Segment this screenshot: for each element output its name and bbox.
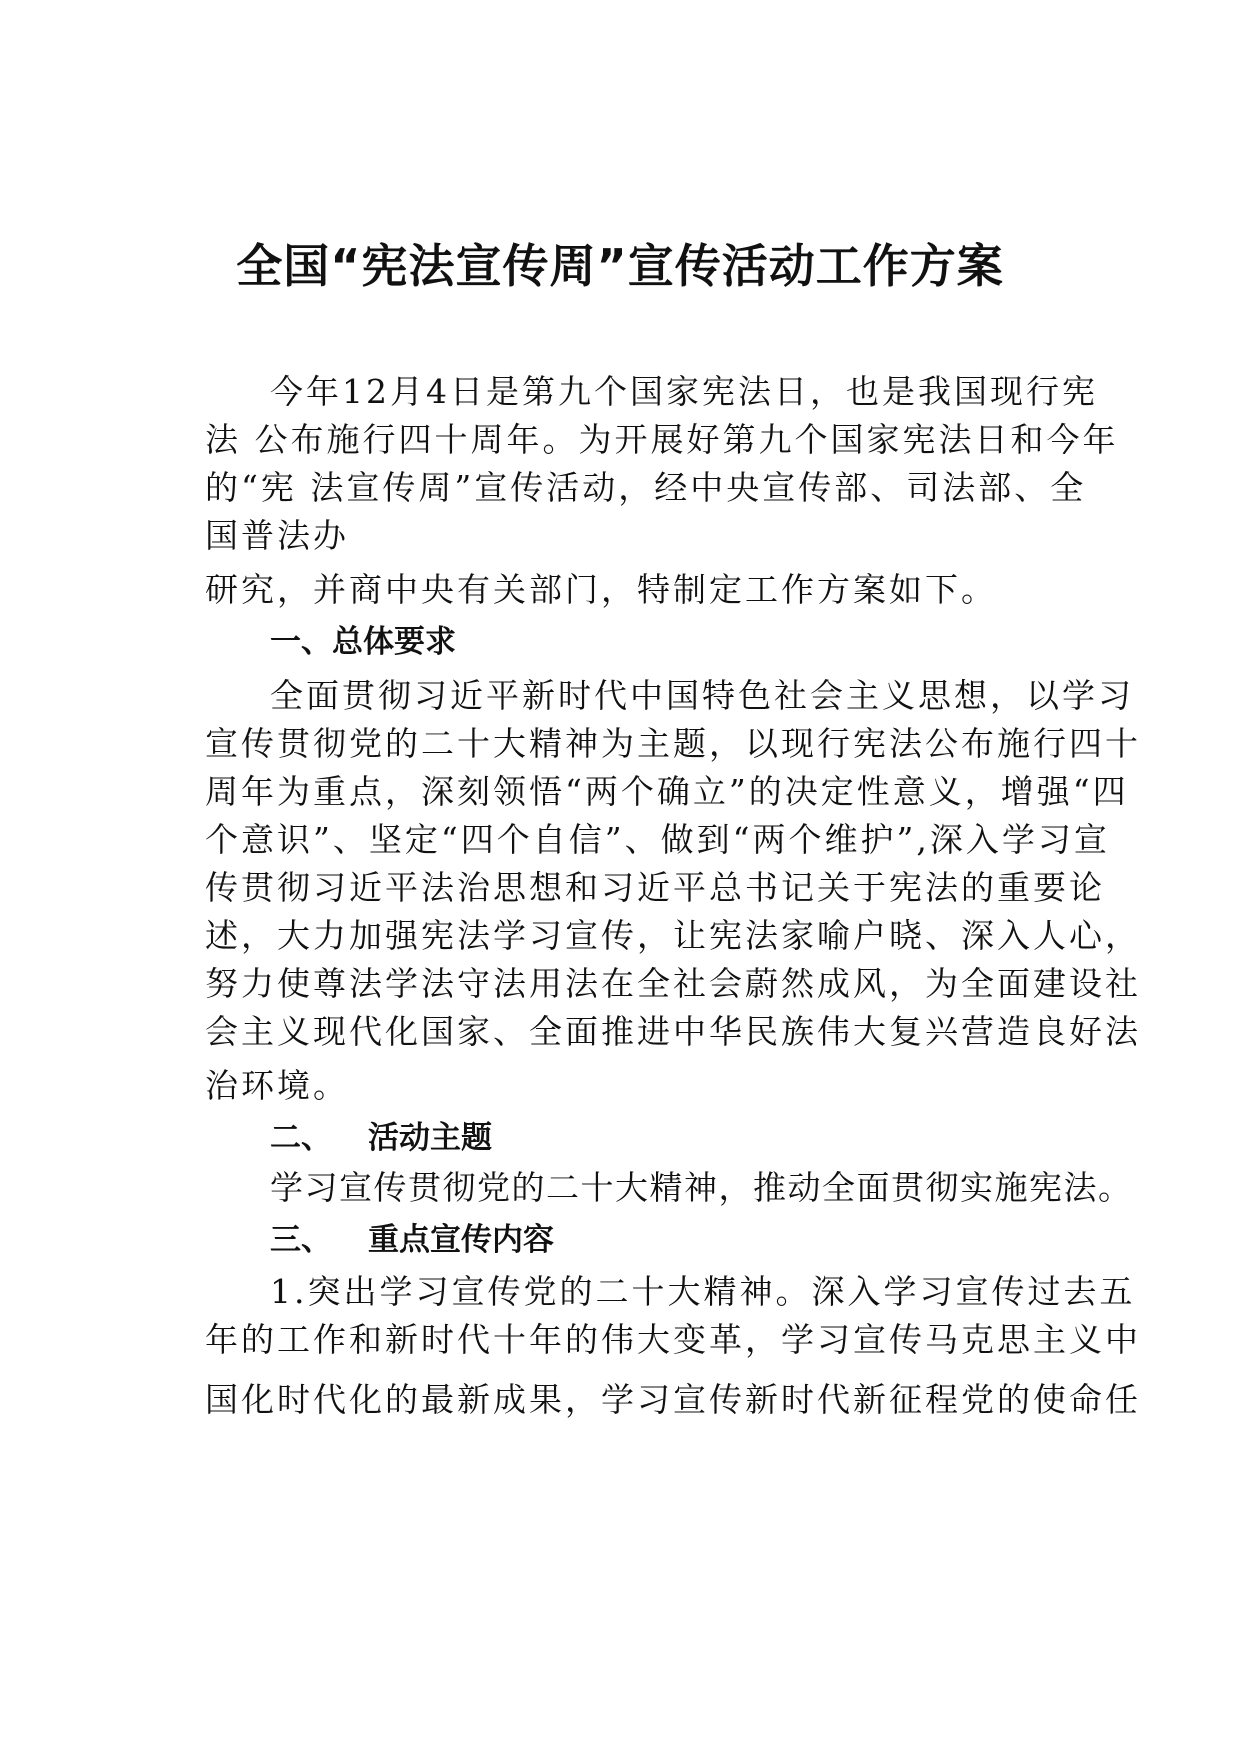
document-title: 全国“宪法宣传周”宣传活动工作方案 bbox=[236, 239, 1004, 293]
intro-line-2: 法 公布施行四十周年。为开展好第九个国家宪法日和今年 bbox=[205, 420, 1119, 459]
section1-line-7: 努力使尊法学法守法用法在全社会蔚然成风，为全面建设社 bbox=[205, 964, 1141, 1003]
intro-line-3: 的“宪 法宣传周”宣传活动，经中央宣传部、司法部、全 bbox=[205, 468, 1087, 507]
section1-line-4: 个意识”、坚定“四个自信”、做到“两个维护”,深入学习宣 bbox=[205, 820, 1110, 859]
section1-line-6: 述，大力加强宪法学习宣传，让宪法家喻户晓、深入人心， bbox=[205, 916, 1141, 955]
intro-line-1: 今年12月4日是第九个国家宪法日，也是我国现行宪 bbox=[270, 372, 1098, 411]
section3-line-3: 国化时代化的最新成果，学习宣传新时代新征程党的使命任 bbox=[205, 1380, 1141, 1419]
section1-line-1: 全面贯彻习近平新时代中国特色社会主义思想，以学习 bbox=[270, 676, 1134, 715]
section2-line-1: 学习宣传贯彻党的二十大精神，推动全面贯彻实施宪法。 bbox=[270, 1168, 1133, 1207]
section1-line-2: 宣传贯彻党的二十大精神为主题，以现行宪法公布施行四十 bbox=[205, 724, 1141, 763]
section1-line-3: 周年为重点，深刻领悟“两个确立”的决定性意义，增强“四 bbox=[205, 772, 1129, 811]
intro-line-4: 国普法办 bbox=[205, 516, 349, 555]
section3-line-2: 年的工作和新时代十年的伟大变革，学习宣传马克思主义中 bbox=[205, 1320, 1141, 1359]
section-heading-key-content bbox=[270, 1218, 554, 1262]
section3-title: 重点宣传内容 bbox=[368, 1222, 554, 1258]
section-heading-general-requirements: 一、总体要求 bbox=[270, 624, 456, 660]
section3-line-1: 1.突出学习宣传党的二十大精神。深入学习宣传过去五 bbox=[270, 1272, 1136, 1311]
section-heading-activity-theme bbox=[270, 1116, 492, 1160]
section2-number: 二、 bbox=[270, 1120, 332, 1156]
section1-line-8: 会主义现代化国家、全面推进中华民族伟大复兴营造良好法 bbox=[205, 1012, 1141, 1051]
section1-line-5: 传贯彻习近平法治思想和习近平总书记关于宪法的重要论 bbox=[205, 868, 1105, 907]
section3-number: 三、 bbox=[270, 1222, 332, 1258]
intro-line-5: 研究，并商中央有关部门，特制定工作方案如下。 bbox=[205, 570, 997, 609]
section1-line-9: 治环境。 bbox=[205, 1066, 349, 1105]
section2-title: 活动主题 bbox=[368, 1120, 492, 1156]
